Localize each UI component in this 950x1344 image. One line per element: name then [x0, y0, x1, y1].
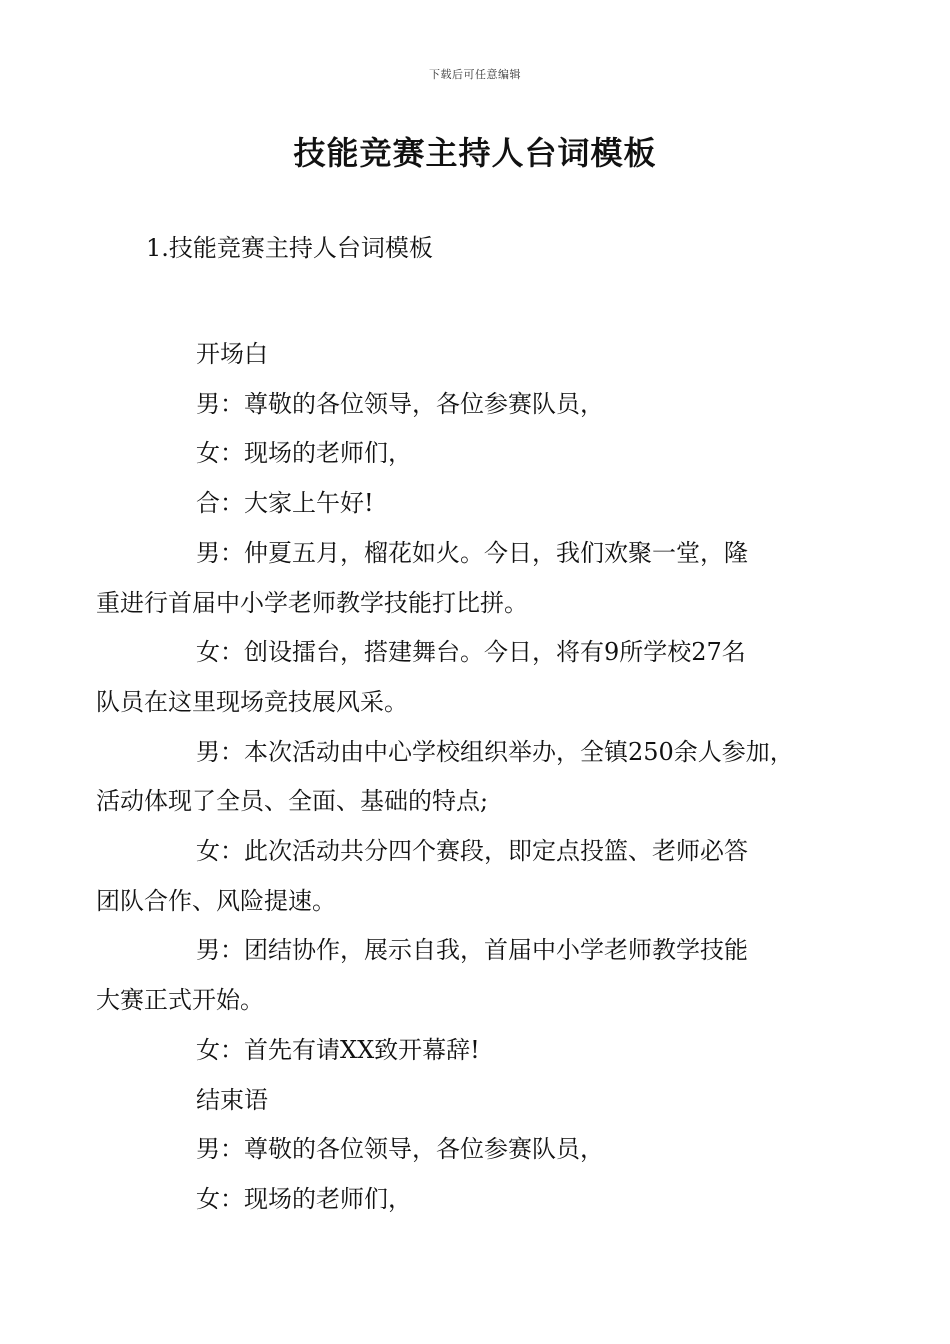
- paragraph: [146, 380, 814, 430]
- paragraph-line: 女：此次活动共分四个赛段，即定点投篮、老师必答: [196, 837, 748, 866]
- paragraph: [146, 429, 814, 479]
- paragraph-line: 开场白: [196, 340, 268, 368]
- paragraph: [96, 628, 814, 727]
- paragraph: [146, 479, 814, 529]
- header-note: 下载后可任意编辑: [429, 68, 521, 81]
- paragraph-line: 男：尊敬的各位领导，各位参赛队员，: [196, 1135, 604, 1164]
- paragraph-line: 女：首先有请XX致开幕辞!: [196, 1035, 480, 1064]
- paragraph-line: 男：尊敬的各位领导，各位参赛队员，: [196, 389, 604, 418]
- paragraph: [146, 1125, 814, 1175]
- paragraph-line: 男：仲夏五月，榴花如火。今日，我们欢聚一堂，隆: [196, 538, 748, 567]
- paragraph: [96, 926, 814, 1025]
- paragraph-line: 男：本次活动由中心学校组织举办，全镇250余人参加，: [196, 737, 794, 766]
- paragraph: [146, 1026, 814, 1076]
- paragraph-line: 结束语: [196, 1085, 268, 1114]
- document-title: 技能竞赛主持人台词模板: [293, 134, 657, 172]
- paragraph-line: 团队合作、风险提速。: [96, 886, 336, 915]
- paragraph-line: 男：团结协作，展示自我，首届中小学老师教学技能: [196, 936, 748, 965]
- paragraph-line: 大赛正式开始。: [96, 986, 264, 1015]
- paragraph: [146, 1175, 814, 1225]
- paragraph: [146, 330, 814, 380]
- paragraph-line: 活动体现了全员、全面、基础的特点;: [96, 787, 489, 816]
- paragraph-line: 女：现场的老师们，: [196, 439, 412, 468]
- paragraph-line: 女：现场的老师们，: [196, 1184, 412, 1213]
- paragraph: [96, 529, 814, 628]
- document-body: [96, 330, 814, 1225]
- paragraph: [146, 1076, 814, 1126]
- paragraph: [96, 728, 814, 827]
- paragraph-line: 合：大家上午好!: [196, 489, 374, 518]
- section-heading: 1.技能竞赛主持人台词模板: [146, 234, 433, 262]
- paragraph-line: 队员在这里现场竞技展风采。: [96, 687, 408, 716]
- paragraph-line: 女：创设擂台，搭建舞台。今日，将有9所学校27名: [196, 638, 746, 667]
- paragraph-line: 重进行首届中小学老师教学技能打比拼。: [96, 588, 528, 617]
- paragraph: [96, 827, 814, 926]
